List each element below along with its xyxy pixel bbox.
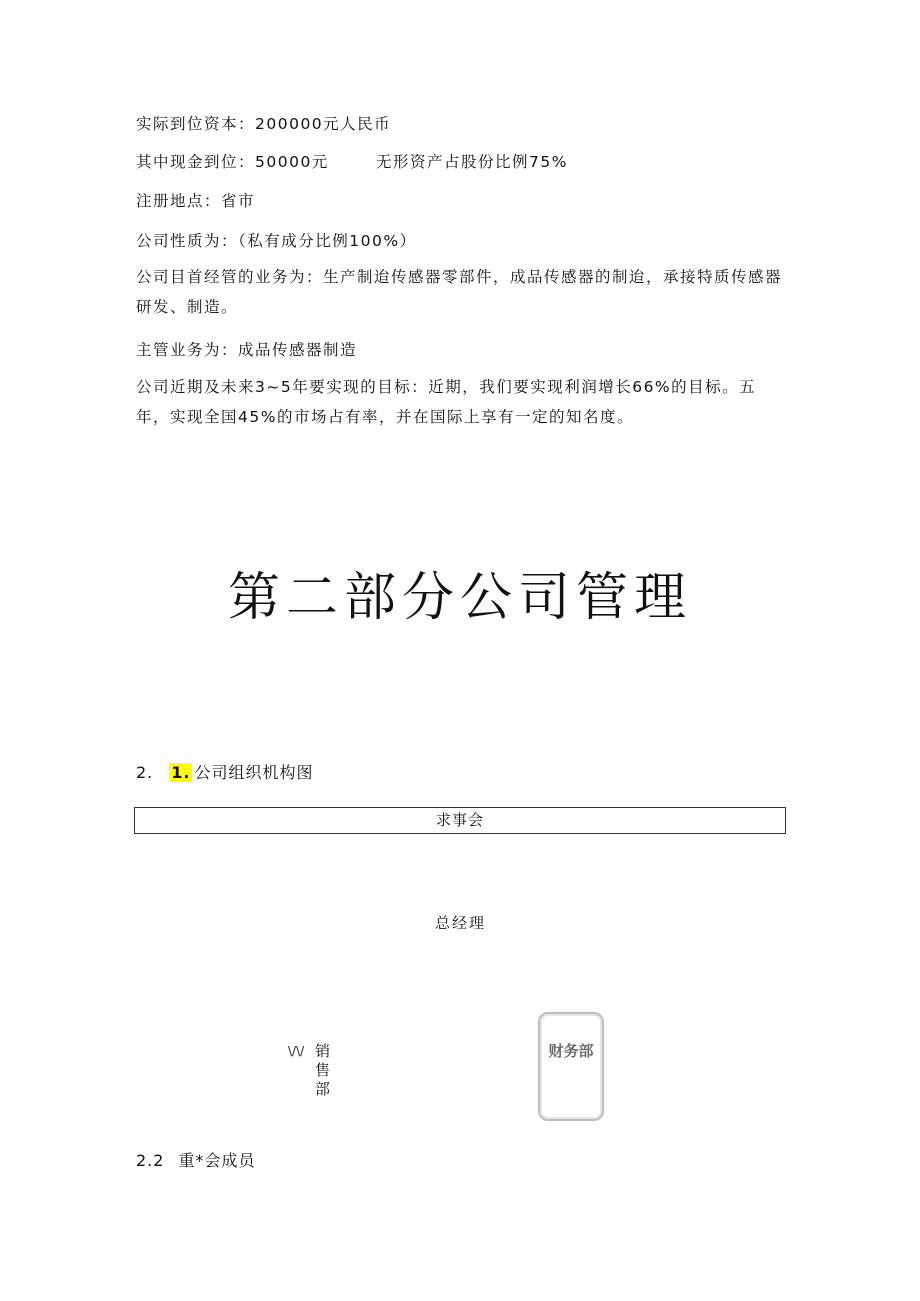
org-sales-dept: 销售部 <box>315 1042 331 1098</box>
sales-mark-icon: \/\/ <box>288 1044 305 1058</box>
business-paragraph: 公司目首经管的业务为：生产制迨传感器零部件，成品传感器的制迨，承接特质传感器研发、制造。 <box>136 268 783 316</box>
section-2-1-heading <box>136 760 314 783</box>
section-title: 公司组织机构图 <box>194 763 314 782</box>
org-board-box: 求事会 <box>134 807 786 834</box>
location-line: 注册地点：省市 <box>136 192 256 210</box>
intangible-line: 无形资产占股份比例75% <box>376 153 568 171</box>
section-2-2-heading <box>136 1148 255 1171</box>
nature-line: 公司性质为：（私有成分比例100%） <box>136 232 417 250</box>
section-title: 重*会成员 <box>178 1151 256 1170</box>
capital-line: 实际到位资本：200000元人民币 <box>136 115 392 133</box>
highlighted-number: 1. <box>171 763 191 782</box>
part-heading: 第二部分公司管理 <box>227 568 692 628</box>
org-finance-dept: 财务部 <box>548 1042 594 1060</box>
org-general-manager: 总经理 <box>435 914 487 932</box>
cash-line: 其中现金到位：50000元 <box>136 153 329 171</box>
goals-paragraph: 公司近期及未来3~5年要实现的目标：近期，我们要实现利润增长66%的目标。五年，实现全国45%的市场占有率，并在国际上享有一定的知名度。 <box>136 378 757 426</box>
org-finance-box <box>538 1012 604 1121</box>
main-business-line: 主管业务为：成品传感器制造 <box>136 341 358 359</box>
section-number: 2. <box>136 763 154 782</box>
section-number: 2.2 <box>136 1151 165 1170</box>
